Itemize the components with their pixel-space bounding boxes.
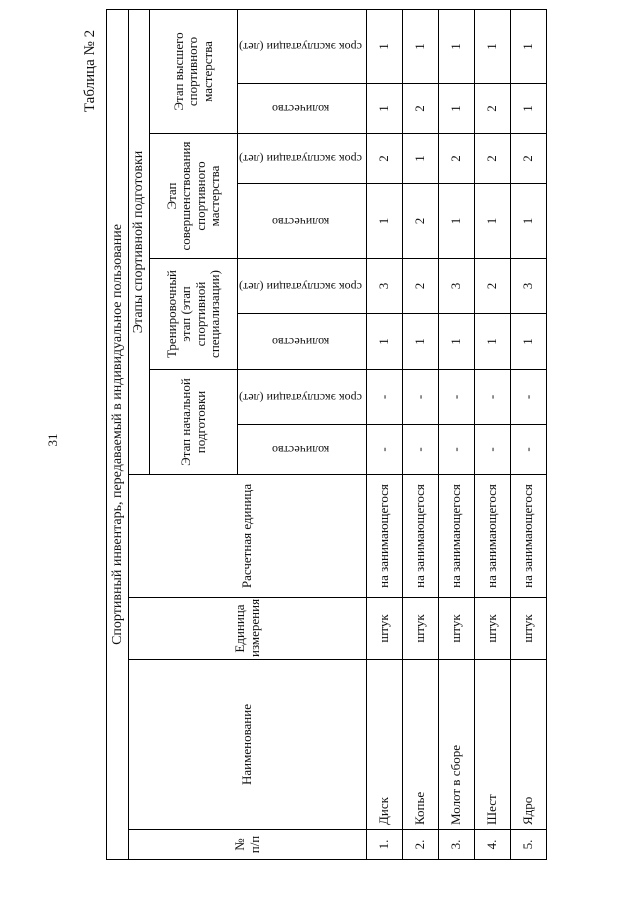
row-value: 1 xyxy=(439,84,475,134)
row-value: 1 xyxy=(511,84,547,134)
table-title: Спортивный инвентарь, передаваемый в индивидуальное пользование xyxy=(107,9,129,859)
subheader-quantity: количество xyxy=(238,84,367,134)
subheader-quantity: количество xyxy=(238,425,367,475)
row-value: - xyxy=(439,425,475,475)
row-calc-unit: на занимающегося xyxy=(403,475,439,598)
table-row xyxy=(439,9,475,859)
subheader-term: срок эксплуатации (лет) xyxy=(238,259,367,314)
table-row xyxy=(403,9,439,859)
table-label: Таблица № 2 xyxy=(82,29,98,113)
header-number: № п/п xyxy=(129,830,367,860)
row-value: 1 xyxy=(367,84,403,134)
row-value: - xyxy=(367,370,403,425)
equipment-table xyxy=(106,9,547,860)
row-calc-unit: на занимающегося xyxy=(475,475,511,598)
row-calc-unit: на занимающегося xyxy=(367,475,403,598)
row-unit: штук xyxy=(367,598,403,660)
row-name: Молот в сборе xyxy=(439,660,475,830)
row-value: - xyxy=(403,425,439,475)
row-value: - xyxy=(511,370,547,425)
row-name: Шест xyxy=(475,660,511,830)
header-unit: Единица измерения xyxy=(129,598,367,660)
page-number: 31 xyxy=(45,433,60,447)
row-value: 2 xyxy=(403,84,439,134)
row-value: 1 xyxy=(403,9,439,83)
row-value: 2 xyxy=(475,259,511,314)
row-number: 3. xyxy=(439,830,475,860)
row-value: 1 xyxy=(511,184,547,259)
row-value: 1 xyxy=(403,134,439,184)
row-value: 1 xyxy=(511,9,547,83)
row-name: Диск xyxy=(367,660,403,830)
row-value: - xyxy=(475,425,511,475)
row-number: 4. xyxy=(475,830,511,860)
row-value: - xyxy=(403,370,439,425)
row-unit: штук xyxy=(475,598,511,660)
row-value: 3 xyxy=(439,259,475,314)
stage-initial: Этап начальной подготовки xyxy=(150,370,238,475)
header-calc-unit: Расчетная единица xyxy=(129,475,367,598)
stage-training: Тренировочный этап (этап спортивной специализации) xyxy=(150,259,238,370)
row-value: 2 xyxy=(403,259,439,314)
subheader-term: срок эксплуатации (лет) xyxy=(238,370,367,425)
row-number: 2. xyxy=(403,830,439,860)
row-value: 2 xyxy=(475,134,511,184)
row-calc-unit: на занимающегося xyxy=(511,475,547,598)
row-calc-unit: на занимающегося xyxy=(439,475,475,598)
row-value: 1 xyxy=(475,314,511,370)
row-value: 3 xyxy=(511,259,547,314)
row-value: 1 xyxy=(367,184,403,259)
row-value: 1 xyxy=(439,9,475,83)
row-unit: штук xyxy=(439,598,475,660)
row-value: - xyxy=(439,370,475,425)
row-number: 5. xyxy=(511,830,547,860)
table-row xyxy=(475,9,511,859)
row-value: - xyxy=(475,370,511,425)
row-value: 1 xyxy=(367,314,403,370)
row-unit: штук xyxy=(511,598,547,660)
row-unit: штук xyxy=(403,598,439,660)
row-value: 2 xyxy=(475,84,511,134)
row-value: 2 xyxy=(511,134,547,184)
stage-higher: Этап высшего спортивного мастерства xyxy=(150,9,238,133)
row-value: 2 xyxy=(367,134,403,184)
header-name: Наименование xyxy=(129,660,367,830)
row-value: 2 xyxy=(403,184,439,259)
row-number: 1. xyxy=(367,830,403,860)
row-value: - xyxy=(367,425,403,475)
rotated-table-wrapper xyxy=(106,30,536,860)
row-value: 1 xyxy=(475,184,511,259)
subheader-quantity: количество xyxy=(238,184,367,259)
row-value: - xyxy=(511,425,547,475)
header-stages: Этапы спортивной подготовки xyxy=(129,9,150,474)
row-value: 1 xyxy=(439,184,475,259)
row-name: Ядро xyxy=(511,660,547,830)
row-value: 1 xyxy=(439,314,475,370)
table-row xyxy=(367,9,403,859)
subheader-term: срок эксплуатации (лет) xyxy=(238,134,367,184)
subheader-term: срок эксплуатации (лет) xyxy=(238,9,367,83)
table-row xyxy=(511,9,547,859)
row-value: 1 xyxy=(475,9,511,83)
stage-improvement: Этап совершенствования спортивного мастерства xyxy=(150,134,238,259)
row-value: 2 xyxy=(439,134,475,184)
row-value: 1 xyxy=(403,314,439,370)
row-value: 1 xyxy=(511,314,547,370)
row-value: 3 xyxy=(367,259,403,314)
row-value: 1 xyxy=(367,9,403,83)
row-name: Копье xyxy=(403,660,439,830)
subheader-quantity: количество xyxy=(238,314,367,370)
